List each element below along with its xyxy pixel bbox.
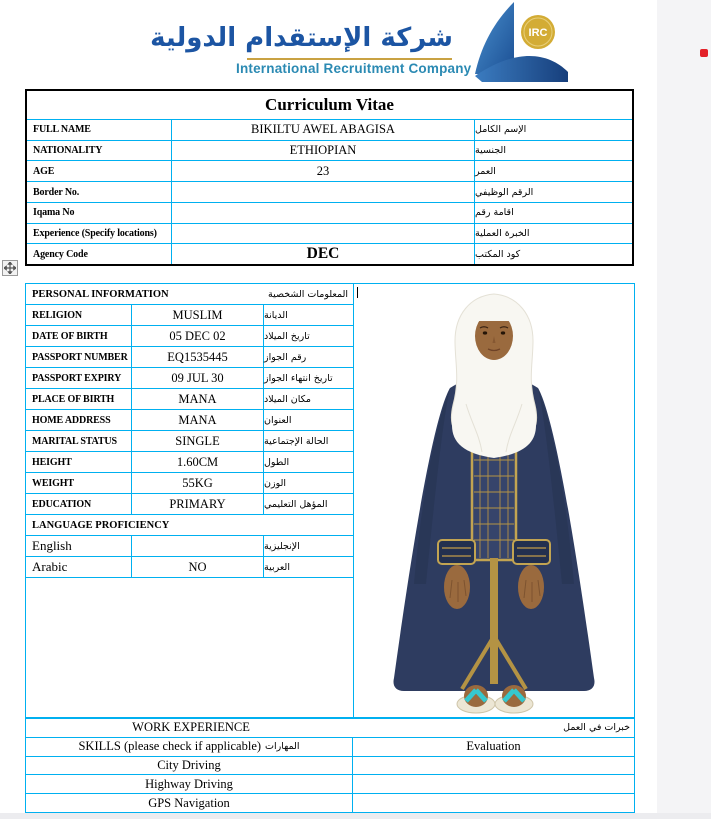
row-value: 1.60CM: [132, 452, 264, 472]
table-row: [26, 473, 353, 494]
section-title: LANGUAGE PROFICIENCY: [32, 519, 170, 531]
language-value: NO: [132, 557, 264, 577]
table-row: [27, 160, 632, 181]
row-label: Experience (Specify locations): [27, 224, 172, 244]
row-value: 05 DEC 02: [132, 326, 264, 346]
row-value: MANA: [132, 410, 264, 430]
table-row: [27, 119, 632, 140]
row-label-arabic: العمر: [475, 165, 496, 177]
row-value: PRIMARY: [132, 494, 264, 514]
table-row: [26, 494, 353, 515]
photo-cell: [353, 284, 634, 717]
table-move-handle-icon[interactable]: [2, 260, 18, 276]
language-value: [132, 536, 264, 556]
personal-info-grid: [26, 284, 353, 578]
table-row: [26, 775, 634, 794]
row-label: PASSPORT NUMBER: [26, 347, 132, 367]
table-row: [27, 223, 632, 244]
personal-info-table: [25, 283, 635, 718]
page-right-margin: [657, 0, 711, 819]
row-label-arabic: العنوان: [264, 414, 292, 426]
row-label-arabic: الخبرة العملية: [475, 227, 530, 239]
company-logo-icon: [448, 0, 570, 86]
table-row: [26, 557, 353, 578]
brand-underline: [247, 58, 452, 60]
skill-name: City Driving: [26, 757, 353, 775]
skills-header: [26, 738, 353, 756]
brand-english-title: International Recruitment Company: [236, 61, 472, 76]
row-label: EDUCATION: [26, 494, 132, 514]
brand-arabic-title: شركة الإستقدام الدولية: [150, 23, 453, 53]
row-label-arabic: الرقم الوظيفي: [475, 186, 534, 198]
section-title: PERSONAL INFORMATION: [32, 288, 169, 300]
row-label: RELIGION: [26, 305, 132, 325]
skill-name: Highway Driving: [26, 775, 353, 793]
row-label-arabic: الحالة الإجتماعية: [264, 435, 329, 447]
row-label: MARITAL STATUS: [26, 431, 132, 451]
row-value: BIKILTU AWEL ABAGISA: [172, 120, 475, 140]
table-row: [27, 243, 632, 264]
row-label-arabic: الديانة: [264, 309, 288, 321]
work-experience-header: [26, 719, 634, 738]
row-label-arabic: المؤهل التعليمي: [264, 498, 328, 510]
agency-code-value: DEC: [172, 244, 475, 264]
row-value: 55KG: [132, 473, 264, 493]
page-bottom-edge: [0, 813, 711, 819]
table-row: [26, 794, 634, 812]
section-title: WORK EXPERIENCE: [132, 720, 250, 735]
table-row: [26, 536, 353, 557]
language-arabic: العربية: [264, 561, 290, 573]
skills-header-row: [26, 738, 634, 757]
skill-evaluation: [353, 775, 634, 793]
row-value: 09 JUL 30: [132, 368, 264, 388]
table-row: [26, 326, 353, 347]
table-row: [26, 389, 353, 410]
table-row: [26, 410, 353, 431]
row-label-arabic: تاريخ الميلاد: [264, 330, 310, 342]
row-label: DATE OF BIRTH: [26, 326, 132, 346]
row-label: Border No.: [27, 182, 172, 202]
work-experience-table: [25, 718, 635, 813]
table-row: [27, 181, 632, 202]
row-label: Agency Code: [27, 244, 172, 264]
language-name: English: [26, 536, 132, 556]
row-label-arabic: مكان الميلاد: [264, 393, 312, 405]
table-row: [26, 757, 634, 776]
cv-table: [25, 89, 634, 266]
text-cursor: [357, 287, 358, 298]
skill-name: GPS Navigation: [26, 794, 353, 812]
comment-marker-dot: [700, 49, 708, 57]
row-value: [172, 224, 475, 244]
candidate-photo[interactable]: [354, 284, 634, 717]
section-title-arabic: خبرات في العمل: [563, 722, 630, 734]
row-label: NATIONALITY: [27, 141, 172, 161]
row-label-arabic: الجنسية: [475, 145, 506, 157]
row-value: [172, 203, 475, 223]
row-value: [172, 182, 475, 202]
row-label: Iqama No: [27, 203, 172, 223]
table-row: [26, 431, 353, 452]
row-value: 23: [172, 161, 475, 181]
language-proficiency-header: [26, 515, 353, 536]
row-label-arabic: تاريخ انتهاء الجواز: [264, 372, 333, 384]
row-label-arabic: رقم الجواز: [264, 351, 307, 363]
row-label: FULL NAME: [27, 120, 172, 140]
table-row: [27, 140, 632, 161]
row-label-arabic: الطول: [264, 456, 290, 468]
row-label-arabic: الوزن: [264, 477, 287, 489]
row-value: EQ1535445: [132, 347, 264, 367]
skill-evaluation: [353, 757, 634, 775]
svg-text:IRC: IRC: [528, 27, 548, 39]
row-value: MANA: [132, 389, 264, 409]
language-name: Arabic: [26, 557, 132, 577]
row-label-arabic: الإسم الكامل: [475, 124, 527, 136]
row-value: MUSLIM: [132, 305, 264, 325]
row-value: ETHIOPIAN: [172, 141, 475, 161]
table-row: [26, 347, 353, 368]
row-label-arabic: اقامة رقم: [475, 207, 514, 219]
skill-evaluation: [353, 794, 634, 812]
table-row: [26, 305, 353, 326]
skills-label: SKILLS (please check if applicable): [78, 739, 262, 754]
table-row: [27, 202, 632, 223]
language-arabic: الإنجليزية: [264, 540, 300, 552]
row-label: AGE: [27, 161, 172, 181]
row-label-arabic: كود المكتب: [475, 248, 521, 260]
skills-label-arabic: المهارات: [265, 741, 300, 753]
personal-info-header: [26, 284, 353, 305]
row-label: HEIGHT: [26, 452, 132, 472]
row-label: PLACE OF BIRTH: [26, 389, 132, 409]
row-label: PASSPORT EXPIRY: [26, 368, 132, 388]
row-label: HOME ADDRESS: [26, 410, 132, 430]
table-row: [26, 452, 353, 473]
row-label: WEIGHT: [26, 473, 132, 493]
section-title-arabic: المعلومات الشخصية: [268, 288, 348, 300]
evaluation-header: Evaluation: [466, 739, 521, 754]
table-row: [26, 368, 353, 389]
cv-title: Curriculum Vitae: [265, 95, 394, 114]
row-value: SINGLE: [132, 431, 264, 451]
